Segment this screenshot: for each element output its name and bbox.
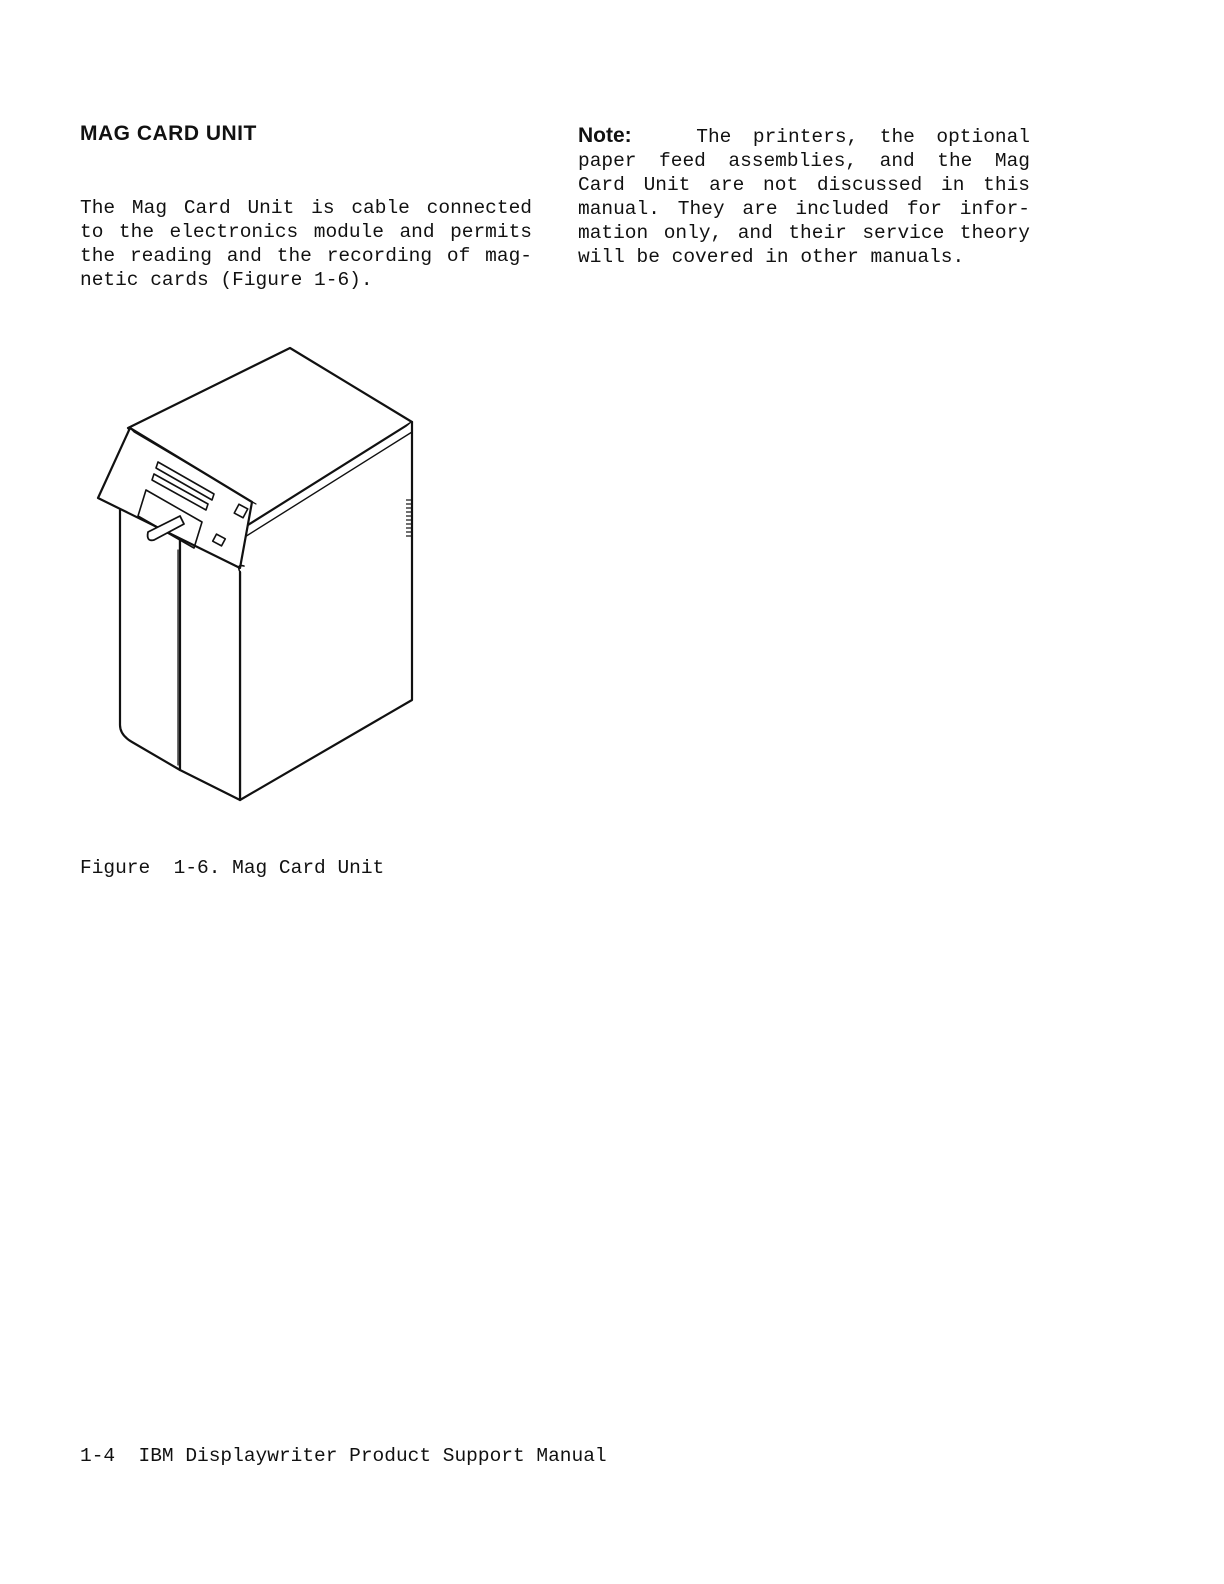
note-line: paper feed assemblies, and the Mag — [578, 150, 1030, 172]
mag-card-unit-illustration — [90, 340, 430, 810]
body-line: The Mag Card Unit is cable connected — [80, 197, 532, 219]
note-line: The printers, the optional — [696, 126, 1030, 148]
cabinet-front-right — [180, 540, 240, 800]
note-line: mation only, and their service theory — [578, 222, 1030, 244]
note-first-line — [578, 124, 1030, 149]
page-number: 1-4 — [80, 1445, 116, 1467]
note-line: will be covered in other manuals. — [578, 246, 965, 268]
page-footer — [80, 1445, 607, 1467]
note-label: Note: — [578, 124, 632, 147]
figure-caption: Figure 1-6. Mag Card Unit — [80, 857, 385, 879]
note-block — [578, 124, 1030, 269]
section-body — [80, 196, 532, 292]
note-line: manual. They are included for infor- — [578, 198, 1030, 220]
body-line: the reading and the recording of mag- — [80, 245, 532, 267]
manual-title: IBM Displaywriter Product Support Manual — [138, 1445, 607, 1467]
note-line: Card Unit are not discussed in this — [578, 174, 1030, 196]
body-line: netic cards (Figure 1-6). — [80, 269, 373, 291]
section-heading: MAG CARD UNIT — [80, 122, 257, 145]
body-line: to the electronics module and permits — [80, 221, 532, 243]
cabinet-front-left — [120, 510, 180, 770]
